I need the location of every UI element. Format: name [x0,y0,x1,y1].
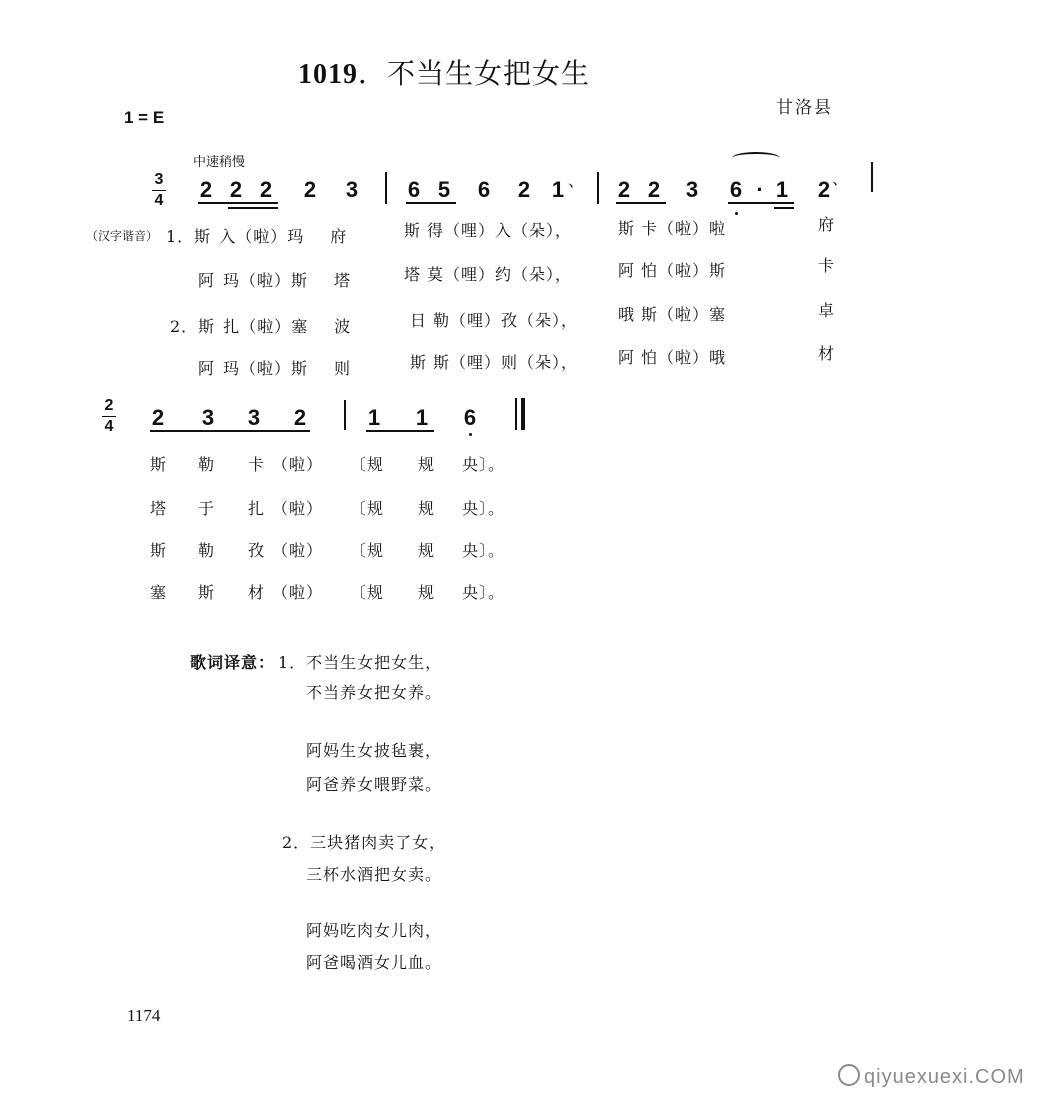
lyric-seg: 莫（哩）约（朵）， [427,265,573,284]
translation-line: 阿爸喝酒女儿血。 [306,953,443,972]
lyric-seg: 玛（啦）斯 [223,271,309,290]
low-octave-dot [735,212,738,215]
translation-line: 1．不当生女把女生， [278,653,443,672]
lyric-seg: 入（啦）玛 [219,227,305,246]
translation-label: 歌词译意： [190,653,276,672]
lyric-seg: 卡 [818,256,836,275]
lyric-seg: 斯（哩）则（朵）， [433,353,579,372]
lyric-seg: 塔 [334,271,352,290]
lyric-seg: 央〕。 [462,499,506,518]
beam [616,202,666,204]
lyric-verse1-line2b [404,262,572,285]
low-octave-dot [469,433,472,436]
lyric-verse2-line2b [410,350,578,373]
note: 1 [775,177,789,202]
lyric-verse1-line1c [618,216,726,239]
note: 6 [407,177,421,202]
beam [228,207,278,209]
watermark [838,1064,1025,1089]
note: 2 [303,177,317,202]
lyric-seg: 怕（啦）哦 [641,348,727,367]
lyric-seg: 斯 [618,219,636,238]
lyric-seg: 央〕。 [462,455,506,474]
note: 2 [293,405,307,430]
beam [150,430,310,432]
slur [732,152,780,164]
lyric-seg: （啦） [272,455,324,474]
lyric-seg: 斯（啦）塞 [641,305,727,324]
meter-top: 3 [154,171,164,188]
meter-top: 2 [104,397,114,414]
song-title-text: ．不当生女把女生 [358,57,591,90]
lyric-seg: 卓 [818,301,836,320]
note: 2 [517,177,531,202]
lyric-seg: 阿 [198,271,216,290]
beam [366,430,434,432]
lyric-seg: 卡 [248,455,266,474]
lyric-verse2-line2c [618,345,726,368]
barline [597,172,599,204]
lyric-seg: 材 [248,583,266,602]
lyric-verse1-line1b [404,218,572,241]
note: 2 [647,177,661,202]
meter-bottom: 4 [104,418,114,435]
lyric-seg: 央〕。 [462,541,506,560]
beam [406,202,456,204]
translation-line: 不当养女把女养。 [306,683,443,702]
song-number: 1019 [298,59,358,90]
lyric-seg: 斯 [150,455,168,474]
translation-line: 2．三块猪肉卖了女， [282,833,447,852]
lyric-seg: 塔 [150,499,168,518]
note: 2 [229,177,243,202]
lyric-seg: 于 [198,499,216,518]
barline [385,172,387,204]
note: 6 [463,405,477,430]
lyric-seg: 规 [418,541,436,560]
lyric-seg: 〔规 [350,499,385,518]
lyric-seg: 塞 [150,583,168,602]
lyric-seg: 规 [418,455,436,474]
lyric-seg: 材 [818,344,836,363]
lyric-seg: 府 [330,227,348,246]
lyric-type-label: （汉字谐音） [86,229,159,243]
beam [198,202,278,204]
lyric-seg: 勒 [198,541,216,560]
lyric-seg: （啦） [272,541,324,560]
note: 1 [415,405,429,430]
lyric-seg: （啦） [272,499,324,518]
note: 3 [201,405,215,430]
lyric-seg: 斯 [150,541,168,560]
page-number: 1174 [127,1006,161,1025]
lyric-verse2-line1b [410,308,578,331]
lyric-seg: 斯 [410,353,428,372]
lyric-verse2-line1 [170,314,351,337]
final-barline-thick [521,398,525,430]
lyric-seg: （啦） [272,583,324,602]
note: 2 [617,177,631,202]
lyric-seg: 1．斯 [166,227,212,246]
region-label: 甘洛县 [776,98,833,118]
note: 2 [259,177,273,202]
key-signature: 1 = E [124,108,165,127]
lyric-seg: 阿 [618,348,636,367]
lyric-seg: 扎 [248,499,266,518]
lyric-seg: 斯 [404,221,422,240]
note: 6 [477,177,491,202]
lyric-seg: 日 [410,311,428,330]
note: 6 [729,177,743,202]
beam [728,202,794,204]
time-signature-1 [152,172,166,209]
lyric-seg: 〔规 [350,455,385,474]
note: 1 [367,405,381,430]
note: 3 [247,405,261,430]
lyric-seg: 孜 [248,541,266,560]
lyric-seg: 扎（啦）塞 [223,317,309,336]
note: 3 [345,177,359,202]
translation-line: 阿爸养女喂野菜。 [306,775,443,794]
beam [774,207,794,209]
lyric-verse2-line1c [618,302,726,325]
meter-bottom: 4 [154,192,164,209]
lyric-seg: 怕（啦）斯 [641,261,727,280]
note: 2 [151,405,165,430]
lyric-seg: 则 [334,359,352,378]
note: 2 [199,177,213,202]
lyric-seg: 波 [334,317,352,336]
final-barline-thin [515,398,517,430]
lyric-seg: 哦 [618,305,636,324]
lyric-seg: 塔 [404,265,422,284]
watermark-text: qiyuexuexi.COM [864,1066,1025,1088]
lyric-seg: 央〕。 [462,583,506,602]
lyric-seg: 勒（哩）孜（朵）， [433,311,579,330]
lyric-seg: 〔规 [350,583,385,602]
lyric-verse2-line2 [198,356,351,379]
lyric-seg: 阿 [198,359,216,378]
lyric-verse1-line2c [618,258,726,281]
barline [871,162,873,192]
breath-mark: 、 [568,171,585,190]
translation-line: 阿妈吃肉女儿肉， [306,921,443,940]
watermark-logo-icon [838,1064,860,1086]
lyric-seg: 规 [418,583,436,602]
lyric-seg: 得（哩）入（朵）， [427,221,573,240]
breath-mark: 、 [832,169,849,188]
lyric-seg: 阿 [618,261,636,280]
lyric-seg: 〔规 [350,541,385,560]
song-title [298,52,590,92]
lyric-seg: 2．斯 [170,317,216,336]
note: 5 [437,177,451,202]
time-signature-2 [102,398,116,435]
translation-line: 三杯水酒把女卖。 [306,865,443,884]
note-augmentation-dot: · [756,177,764,202]
lyric-seg: 府 [818,215,836,234]
lyric-seg: 规 [418,499,436,518]
note: 3 [685,177,699,202]
barline [344,400,346,430]
tempo-marking: 中速稍慢 [193,155,246,170]
lyric-seg: 卡（啦）啦 [641,219,727,238]
lyric-seg: 勒 [198,455,216,474]
lyric-seg: 玛（啦）斯 [223,359,309,378]
translation-line: 阿妈生女披毡裹， [306,741,443,760]
lyric-verse1-line1 [166,224,347,247]
note: 2 [817,177,831,202]
note: 1 [551,177,565,202]
lyric-seg: 斯 [198,583,216,602]
lyric-verse1-line2 [198,268,351,291]
